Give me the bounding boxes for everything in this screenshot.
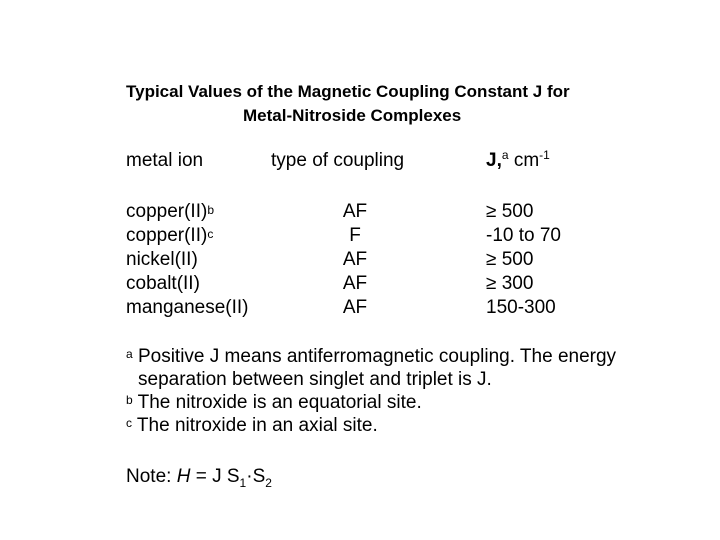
header-type-of-coupling: type of coupling xyxy=(271,150,405,171)
metal-footnote-mark: b xyxy=(207,203,214,217)
coupling-type-cell: F xyxy=(349,225,361,246)
metal-cell: nickel(II) xyxy=(126,249,198,270)
header-j-unit-exponent: -1 xyxy=(539,148,550,162)
coupling-type-column xyxy=(320,200,390,320)
header-j-label: J, xyxy=(486,150,502,171)
metal-cell: manganese(II) xyxy=(126,297,249,318)
metal-cell: copper(II)$^c$ xyxy=(126,225,214,246)
metal-cell: copper(II)$^b$ xyxy=(126,201,214,222)
coupling-type-cell: AF xyxy=(342,297,368,318)
footnote-a: $^a$ Positive J means antiferromagnetic coupling. The energy xyxy=(126,346,617,367)
metal-footnote-mark: c xyxy=(207,227,214,241)
footnote-a-continued: separation between singlet and triplet is J. xyxy=(138,369,492,390)
hamiltonian-note: Note: H = J $S_1\cdot S_2$ xyxy=(126,466,272,490)
j-value-column xyxy=(486,200,561,320)
j-value-cell: -10 to 70 xyxy=(486,225,561,246)
coupling-type-cell: AF xyxy=(342,201,368,222)
j-value-cell: ≥ 500 xyxy=(486,201,534,222)
coupling-type-cell: AF xyxy=(342,249,368,270)
metal-column xyxy=(126,200,249,320)
j-value-cell: ≥ 300 xyxy=(486,273,534,294)
footnote-c: $^c$ The nitroxide in an axial site. xyxy=(126,415,378,436)
title-line-2: Metal-Nitroside Complexes xyxy=(243,106,462,125)
j-value-cell: 150-300 xyxy=(486,297,556,318)
metal-cell: cobalt(II) xyxy=(126,273,200,294)
header-j-unit: cm xyxy=(513,150,540,171)
header-metal-ion: metal ion xyxy=(126,150,204,171)
coupling-type-cell: AF xyxy=(342,273,368,294)
header-j xyxy=(486,150,550,172)
footnote-b: $^b$ The nitroxide is an equatorial site. xyxy=(126,392,422,413)
title-line-1: Typical Values of the Magnetic Coupling Constant J for xyxy=(126,82,570,101)
footnotes xyxy=(126,345,616,437)
j-value-cell: ≥ 500 xyxy=(486,249,534,270)
header-j-footnote-mark: a xyxy=(501,148,509,162)
